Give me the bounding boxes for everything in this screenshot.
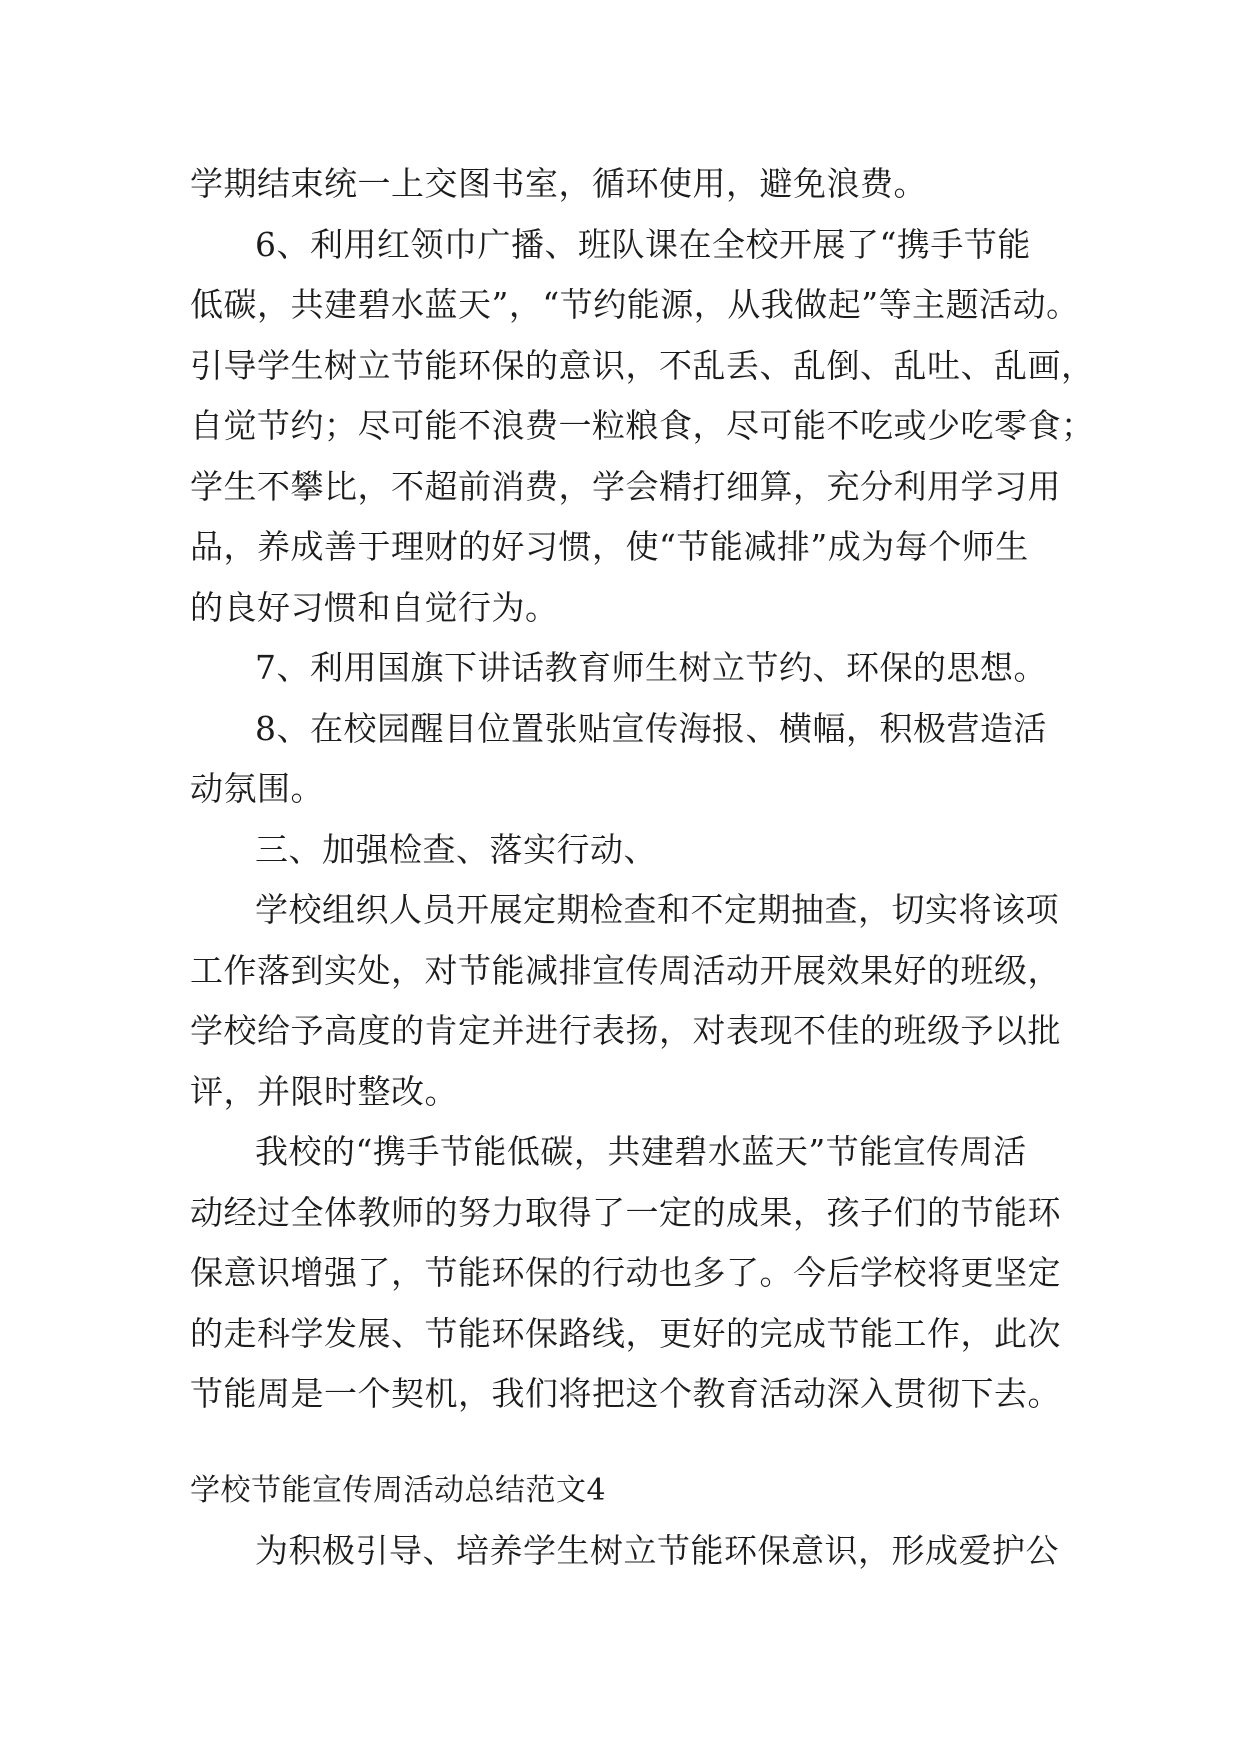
text-line: 评，并限时整改。 [190, 1071, 458, 1111]
text-line: 7、利用国旗下讲话教育师生树立节约、环保的思想。 [255, 648, 1047, 687]
text-line: 6、利用红领巾广播、班队课在全校开展了“携手节能 [255, 224, 1031, 264]
section-heading: 学校节能宣传周活动总结范文4 [190, 1472, 607, 1508]
text-line: 保意识增强了，节能环保的行动也多了。今后学校将更坚定 [190, 1253, 1061, 1292]
text-line: 品，养成善于理财的好习惯，使“节能减排”成为每个师生 [190, 527, 1029, 566]
text-line: 动氛围。 [190, 769, 324, 808]
text-line: 学生不攀比，不超前消费，学会精打细算，充分利用学习用 [190, 466, 1061, 506]
text-line: 学期结束统一上交图书室，循环使用，避免浪费。 [190, 164, 927, 203]
text-line: 节能周是一个契机，我们将把这个教育活动深入贯彻下去。 [190, 1374, 1061, 1413]
text-line: 动经过全体教师的努力取得了一定的成果，孩子们的节能环 [190, 1192, 1061, 1232]
text-line: 学校组织人员开展定期检查和不定期抽查，切实将该项 [255, 890, 1059, 929]
text-line: 学校给予高度的肯定并进行表扬，对表现不佳的班级予以批 [190, 1011, 1061, 1050]
text-line: 工作落到实处，对节能减排宣传周活动开展效果好的班级， [190, 950, 1061, 990]
text-line: 我校的“携手节能低碳，共建碧水蓝天”节能宣传周活 [255, 1132, 1027, 1171]
text-line: 的走科学发展、节能环保路线，更好的完成节能工作，此次 [190, 1313, 1061, 1353]
text-line: 三、加强检查、落实行动、 [255, 829, 657, 869]
text-line: 引导学生树立节能环保的意识，不乱丢、乱倒、乱吐、乱画， [190, 345, 1095, 385]
paragraph-block [190, 1521, 1059, 1582]
document-body [190, 154, 1095, 1581]
text-line: 的良好习惯和自觉行为。 [190, 587, 559, 627]
text-line: 低碳，共建碧水蓝天”，“节约能源，从我做起”等主题活动。 [190, 285, 1080, 324]
text-line: 8、在校园醒目位置张贴宣传海报、横幅，积极营造活 [255, 708, 1047, 748]
section-gap [190, 1425, 1056, 1461]
text-line: 为积极引导、培养学生树立节能环保意识，形成爱护公 [255, 1530, 1059, 1570]
text-line: 自觉节约；尽可能不浪费一粒粮食，尽可能不吃或少吃零食； [190, 406, 1095, 445]
paragraph-block [190, 154, 1095, 1425]
